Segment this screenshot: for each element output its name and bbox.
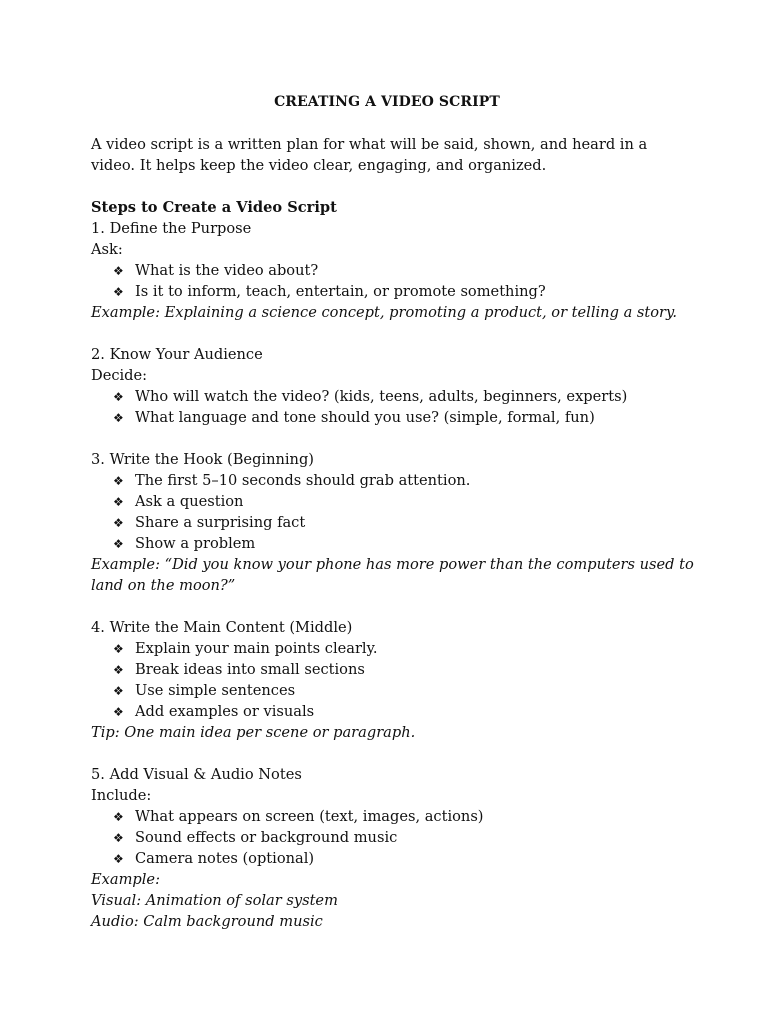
- intro-line: video. It helps keep the video clear, engaging, and organized.: [91, 157, 547, 174]
- list-item: ❖ Break ideas into small sections: [91, 659, 691, 680]
- diamond-bullet-icon: ❖: [113, 831, 124, 845]
- step-1-lead: Ask:: [91, 241, 123, 258]
- step-5-section: [91, 764, 691, 932]
- step-2-heading: 2. Know Your Audience: [91, 346, 263, 363]
- list-item: ❖ Sound effects or background music: [91, 827, 691, 848]
- diamond-bullet-icon: ❖: [113, 285, 124, 299]
- step-5-heading: 5. Add Visual & Audio Notes: [91, 766, 302, 783]
- diamond-bullet-icon: ❖: [113, 516, 124, 530]
- step-2-section: [91, 344, 691, 428]
- intro-paragraph: [91, 134, 691, 176]
- step-3-section: [91, 449, 694, 596]
- step-5-example-label: Example:: [91, 871, 160, 888]
- step-5-example-audio: Audio: Calm background music: [91, 913, 323, 930]
- diamond-bullet-icon: ❖: [113, 495, 124, 509]
- list-item: ❖ Use simple sentences: [91, 680, 691, 701]
- intro-line: A video script is a written plan for what will be said, shown, and heard in a: [91, 136, 648, 153]
- list-item: ❖ Who will watch the video? (kids, teens, adults, beginners, experts): [91, 386, 691, 407]
- diamond-bullet-icon: ❖: [113, 411, 124, 425]
- step-2-lead: Decide:: [91, 367, 148, 384]
- diamond-bullet-icon: ❖: [113, 264, 124, 278]
- step-4-section: [91, 617, 691, 743]
- list-item: ❖ What language and tone should you use? (simple, formal, fun): [91, 407, 691, 428]
- diamond-bullet-icon: ❖: [113, 705, 124, 719]
- step-5-example-visual: Visual: Animation of solar system: [91, 892, 338, 909]
- diamond-bullet-icon: ❖: [113, 852, 124, 866]
- step-3-example: land on the moon?”: [91, 577, 236, 594]
- step-1-section: [91, 218, 691, 323]
- list-item: ❖ Is it to inform, teach, entertain, or promote something?: [91, 281, 691, 302]
- diamond-bullet-icon: ❖: [113, 642, 124, 656]
- list-item: ❖ Share a surprising fact: [91, 512, 691, 533]
- diamond-bullet-icon: ❖: [113, 390, 124, 404]
- step-1-heading: 1. Define the Purpose: [91, 220, 252, 237]
- step-3-heading: 3. Write the Hook (Beginning): [91, 451, 314, 468]
- step-3-example: Example: “Did you know your phone has more power than the computers used to: [91, 556, 694, 573]
- list-item: ❖ What appears on screen (text, images, actions): [91, 806, 691, 827]
- diamond-bullet-icon: ❖: [113, 684, 124, 698]
- diamond-bullet-icon: ❖: [113, 474, 124, 488]
- steps-heading: Steps to Create a Video Script: [91, 199, 337, 216]
- list-item: ❖ The first 5–10 seconds should grab attention.: [91, 470, 691, 491]
- step-4-heading: 4. Write the Main Content (Middle): [91, 619, 353, 636]
- diamond-bullet-icon: ❖: [113, 537, 124, 551]
- step-5-lead: Include:: [91, 787, 152, 804]
- diamond-bullet-icon: ❖: [113, 663, 124, 677]
- step-4-tip: Tip: One main idea per scene or paragraph.: [91, 724, 416, 741]
- diamond-bullet-icon: ❖: [113, 810, 124, 824]
- document-title: CREATING A VIDEO SCRIPT: [274, 94, 500, 110]
- list-item: ❖ Explain your main points clearly.: [91, 638, 691, 659]
- list-item: ❖ Ask a question: [91, 491, 691, 512]
- list-item: ❖ Camera notes (optional): [91, 848, 691, 869]
- list-item: ❖ What is the video about?: [91, 260, 691, 281]
- document-page: [91, 92, 694, 932]
- list-item: ❖ Add examples or visuals: [91, 701, 691, 722]
- list-item: ❖ Show a problem: [91, 533, 691, 554]
- step-1-example: Example: Explaining a science concept, promoting a product, or telling a story.: [91, 304, 677, 321]
